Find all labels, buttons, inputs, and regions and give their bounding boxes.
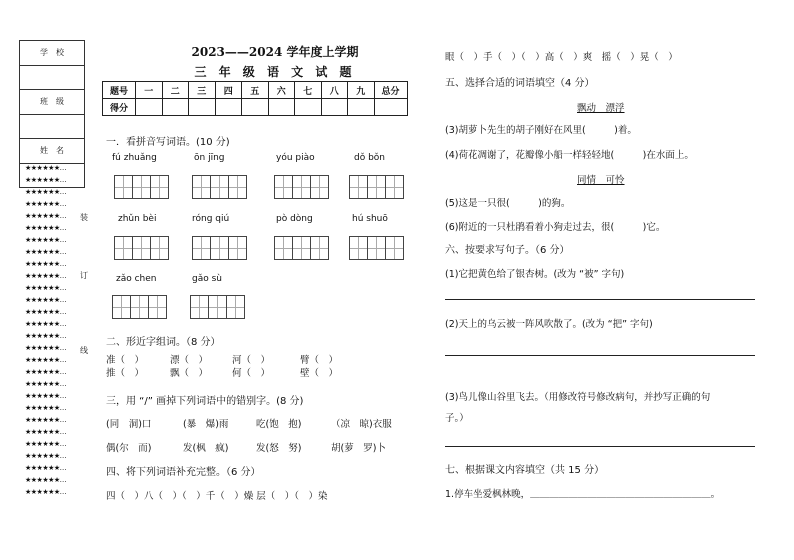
section1-title: 一．看拼音写词语。(10 分) bbox=[106, 137, 230, 148]
cell: 三 bbox=[189, 82, 216, 99]
s3-item[interactable]: (暴 爆)雨 bbox=[183, 419, 229, 430]
score-cell[interactable] bbox=[215, 99, 242, 116]
score-table-score-row bbox=[103, 99, 408, 116]
score-cell[interactable] bbox=[295, 99, 322, 116]
s6-q1: (1)它把黄色给了银杏树。(改为 “被” 字句) bbox=[445, 269, 625, 280]
star-row: ★★★★★★… bbox=[25, 284, 67, 292]
star-row: ★★★★★★… bbox=[25, 296, 67, 304]
pinyin-4: dǒ bǒn bbox=[354, 153, 386, 163]
group-item[interactable]: 飘（ ） bbox=[170, 368, 209, 379]
cell: 七 bbox=[295, 82, 322, 99]
cell: 八 bbox=[321, 82, 348, 99]
score-cell[interactable] bbox=[321, 99, 348, 116]
char-box-7[interactable] bbox=[274, 236, 328, 260]
cell-score-label: 得分 bbox=[103, 99, 136, 116]
s7-q1[interactable]: 1.停车坐爱枫林晚，＿＿＿＿＿＿＿＿＿＿＿＿＿＿＿＿＿＿＿。 bbox=[445, 489, 721, 500]
star-row: ★★★★★★… bbox=[25, 200, 67, 208]
exam-title: 2023——2024 学年度上学期 bbox=[191, 45, 359, 59]
section6-title: 六、按要求写句子。（6 分） bbox=[445, 245, 570, 256]
bind-mark-ding: 订 bbox=[80, 271, 88, 280]
cell: 五 bbox=[242, 82, 269, 99]
answer-line-1[interactable] bbox=[445, 299, 755, 300]
char-box-4[interactable] bbox=[349, 175, 403, 199]
s6-q2: (2)天上的乌云被一阵风吹散了。(改为 “把” 字句) bbox=[445, 319, 653, 330]
star-row: ★★★★★★… bbox=[25, 260, 67, 268]
pinyin-3: yóu piào bbox=[276, 153, 315, 163]
school-label: 学 校 bbox=[20, 41, 84, 66]
s5-q5[interactable]: (5)这是一只很( )的狗。 bbox=[445, 198, 571, 209]
char-box-8[interactable] bbox=[349, 236, 403, 260]
school-field[interactable] bbox=[20, 66, 84, 91]
s5-q3[interactable]: (3)胡萝卜先生的胡子刚好在风里( )着。 bbox=[445, 125, 637, 136]
pinyin-5: zhǔn bèi bbox=[118, 214, 157, 224]
char-box-5[interactable] bbox=[114, 236, 168, 260]
star-row: ★★★★★★… bbox=[25, 332, 67, 340]
star-row: ★★★★★★… bbox=[25, 224, 67, 232]
score-cell[interactable] bbox=[242, 99, 269, 116]
word-choice-2: 同情 可怜 bbox=[577, 175, 625, 186]
score-cell[interactable] bbox=[162, 99, 189, 116]
pinyin-8: hú shuō bbox=[352, 214, 388, 224]
star-row: ★★★★★★… bbox=[25, 236, 67, 244]
score-table-header-row bbox=[103, 82, 408, 99]
star-row: ★★★★★★… bbox=[25, 452, 67, 460]
s4-continued-line[interactable]: 眼（ ）手（ ）（ ）高（ ）爽 摇（ ）晃（ ） bbox=[445, 52, 678, 63]
cell-total: 总分 bbox=[374, 82, 407, 99]
star-row: ★★★★★★… bbox=[25, 272, 67, 280]
exam-subtitle: 三 年 级 语 文 试 题 bbox=[194, 65, 356, 79]
cell: 一 bbox=[136, 82, 163, 99]
cell: 四 bbox=[215, 82, 242, 99]
score-cell[interactable] bbox=[348, 99, 375, 116]
star-row: ★★★★★★… bbox=[25, 416, 67, 424]
s3-item[interactable]: 胡(萝 罗)卜 bbox=[331, 443, 386, 454]
star-row: ★★★★★★… bbox=[25, 476, 67, 484]
group-item[interactable]: 何（ ） bbox=[232, 368, 271, 379]
score-table bbox=[102, 81, 408, 116]
char-box-3[interactable] bbox=[274, 175, 328, 199]
cell: 二 bbox=[162, 82, 189, 99]
star-row: ★★★★★★… bbox=[25, 392, 67, 400]
star-row: ★★★★★★… bbox=[25, 344, 67, 352]
s6-q3-line2: 子。） bbox=[445, 413, 469, 424]
star-row: ★★★★★★… bbox=[25, 320, 67, 328]
s3-item[interactable]: 吃(饱 抱) bbox=[256, 419, 302, 430]
word-group-4 bbox=[300, 354, 338, 380]
star-row: ★★★★★★… bbox=[25, 488, 67, 496]
bind-mark-zhuang: 装 bbox=[80, 213, 88, 222]
star-row: ★★★★★★… bbox=[25, 380, 67, 388]
section3-title: 三，用 “/” 画掉下列词语中的错别字。(8 分) bbox=[106, 396, 304, 407]
section4-title: 四、将下列词语补充完整。（6 分） bbox=[106, 467, 261, 478]
star-row: ★★★★★★… bbox=[25, 308, 67, 316]
pinyin-10: gǎo sù bbox=[192, 274, 222, 284]
pinyin-2: ōn jīng bbox=[194, 153, 225, 163]
star-row: ★★★★★★… bbox=[25, 248, 67, 256]
s5-q6[interactable]: (6)附近的一只杜鹃看着小狗走过去，很( )它。 bbox=[445, 222, 666, 233]
star-row: ★★★★★★… bbox=[25, 188, 67, 196]
s6-q3-line1: (3)鸟儿像山谷里飞去。（用修改符号修改病句，并抄写正确的句 bbox=[445, 392, 711, 403]
word-choice-1: 飘动 漂浮 bbox=[577, 103, 625, 114]
char-box-9[interactable] bbox=[112, 295, 166, 319]
pinyin-6: róng qiú bbox=[192, 214, 230, 224]
score-cell[interactable] bbox=[374, 99, 407, 116]
star-row: ★★★★★★… bbox=[25, 404, 67, 412]
s3-item[interactable]: 偶(尔 而) bbox=[106, 443, 152, 454]
char-box-2[interactable] bbox=[192, 175, 246, 199]
star-row: ★★★★★★… bbox=[25, 368, 67, 376]
group-item[interactable]: 漂（ ） bbox=[170, 355, 209, 366]
group-item[interactable]: 准（ ） bbox=[106, 355, 145, 366]
s4-line[interactable]: 四（ ）八（ ）（ ）千（ ）燥 层（ ）（ ）染 bbox=[106, 491, 328, 502]
section7-title: 七、根据课文内容填空（共 15 分） bbox=[445, 465, 605, 476]
binding-stars bbox=[25, 162, 79, 498]
star-row: ★★★★★★… bbox=[25, 428, 67, 436]
star-row: ★★★★★★… bbox=[25, 176, 67, 184]
word-group-1 bbox=[106, 354, 144, 380]
group-item[interactable]: 河（ ） bbox=[232, 355, 271, 366]
class-field[interactable] bbox=[20, 115, 84, 140]
score-cell[interactable] bbox=[268, 99, 295, 116]
s3-item[interactable]: 发(怒 努) bbox=[256, 443, 302, 454]
score-cell[interactable] bbox=[136, 99, 163, 116]
word-group-2 bbox=[170, 354, 208, 380]
s3-item[interactable]: （凉 晾)衣服 bbox=[331, 419, 392, 430]
star-row: ★★★★★★… bbox=[25, 464, 67, 472]
group-item[interactable]: 推（ ） bbox=[106, 368, 145, 379]
s3-item[interactable]: 发(枫 疯) bbox=[183, 443, 229, 454]
section5-title: 五、选择合适的词语填空（4 分） bbox=[445, 78, 595, 89]
star-row: ★★★★★★… bbox=[25, 440, 67, 448]
star-row: ★★★★★★… bbox=[25, 164, 67, 172]
char-box-6[interactable] bbox=[192, 236, 246, 260]
section2-title: 二、形近字组词。（8 分） bbox=[106, 337, 221, 348]
s3-item[interactable]: (同 洞)口 bbox=[106, 419, 152, 430]
group-item[interactable]: 臂（ ） bbox=[300, 355, 339, 366]
s5-q4[interactable]: (4)荷花凋谢了，花瓣像小船一样轻轻地( )在水面上。 bbox=[445, 150, 694, 161]
pinyin-7: pò dòng bbox=[276, 214, 313, 224]
pinyin-1: fú zhuǎng bbox=[112, 153, 157, 163]
bind-mark-xian: 线 bbox=[80, 346, 88, 355]
star-row: ★★★★★★… bbox=[25, 356, 67, 364]
group-item[interactable]: 壁（ ） bbox=[300, 368, 339, 379]
answer-line-3[interactable] bbox=[445, 446, 755, 447]
cell-question-number: 题号 bbox=[103, 82, 136, 99]
score-cell[interactable] bbox=[189, 99, 216, 116]
char-box-10[interactable] bbox=[190, 295, 244, 319]
name-label: 姓 名 bbox=[20, 139, 84, 164]
cell: 九 bbox=[348, 82, 375, 99]
star-row: ★★★★★★… bbox=[25, 212, 67, 220]
cell: 六 bbox=[268, 82, 295, 99]
class-label: 班 级 bbox=[20, 90, 84, 115]
pinyin-9: zǎo chen bbox=[116, 274, 157, 284]
word-group-3 bbox=[232, 354, 270, 380]
char-box-1[interactable] bbox=[114, 175, 168, 199]
answer-line-2[interactable] bbox=[445, 355, 755, 356]
